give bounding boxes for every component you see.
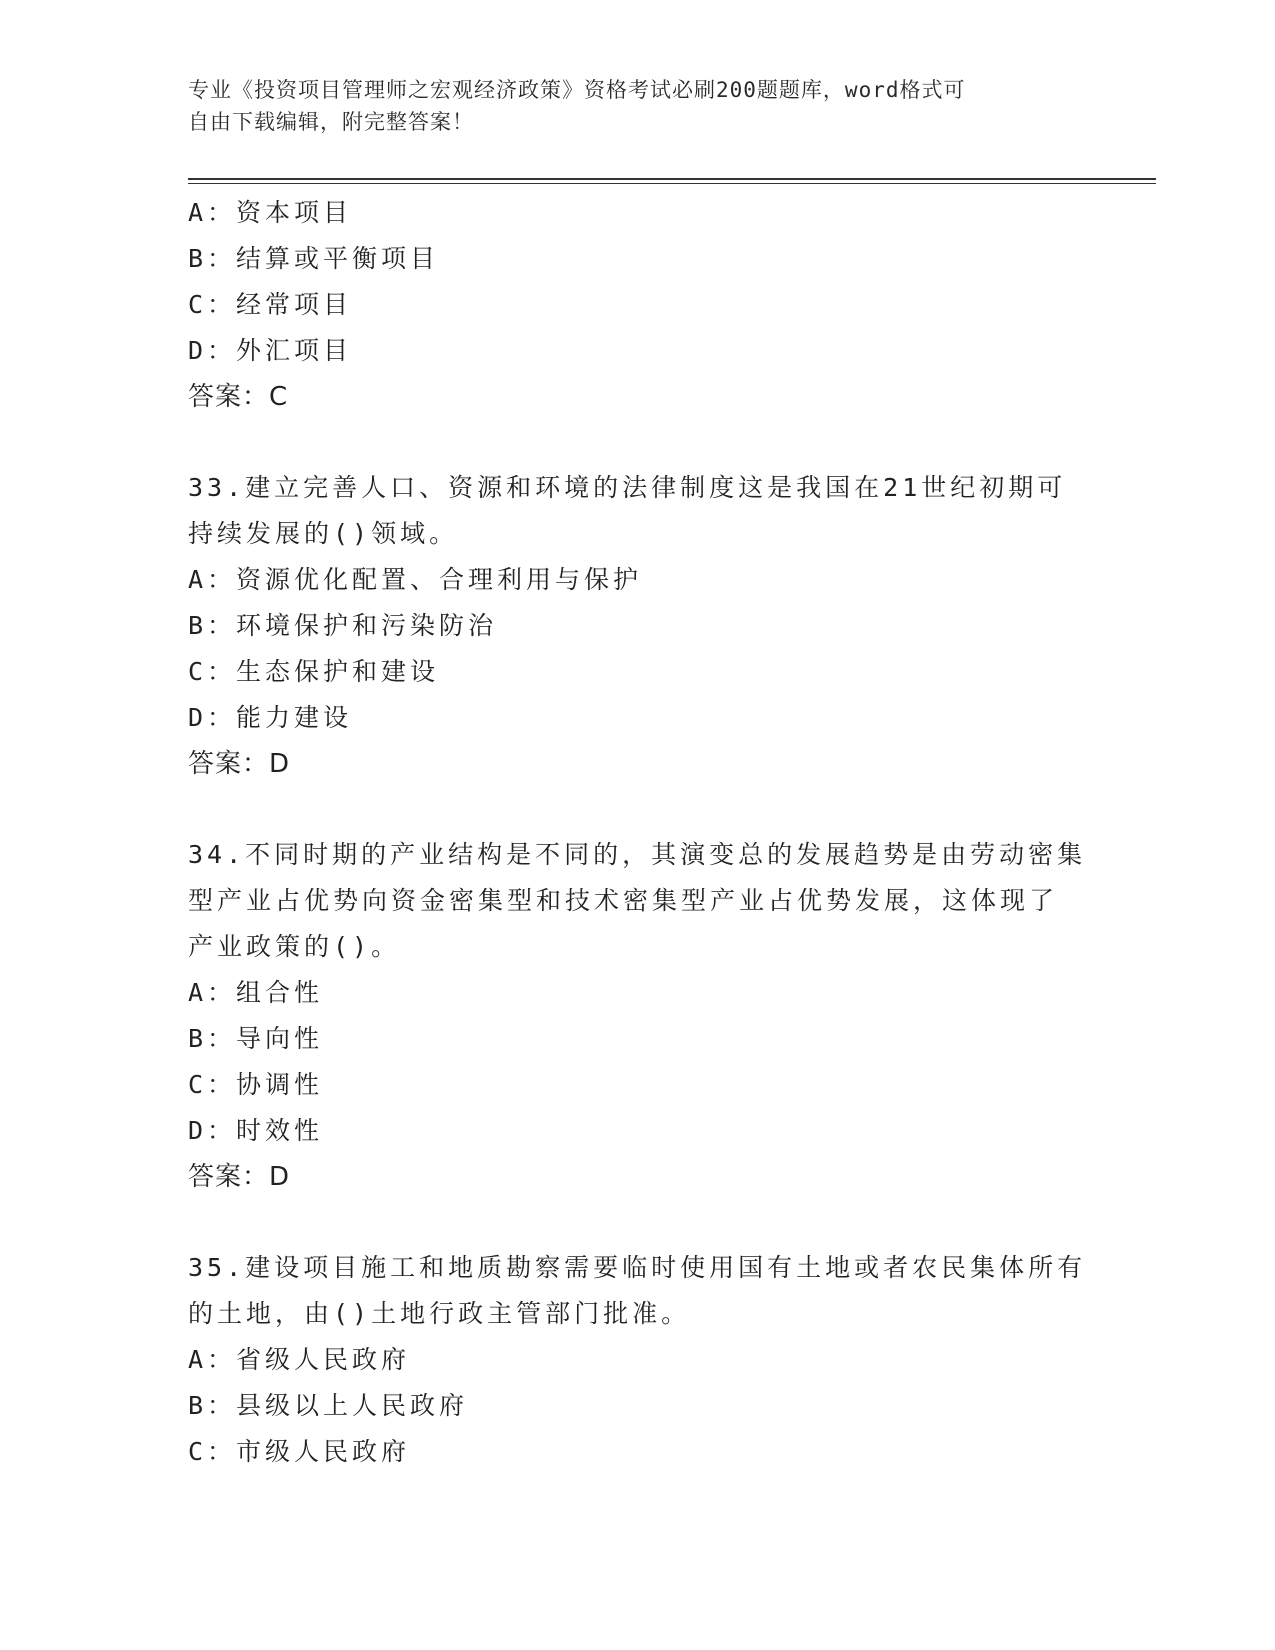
- question-text-line: 的土地，由()土地行政主管部门批准。: [188, 1299, 691, 1328]
- question-block-35: [188, 1245, 1088, 1475]
- question-text-line: 型产业占优势向资金密集型和技术密集型产业占优势发展，这体现了: [188, 886, 1059, 915]
- question-text-line: 持续发展的()领域。: [188, 519, 459, 548]
- option-d: D：时效性: [188, 1116, 324, 1145]
- question-block-33: [188, 465, 1088, 787]
- question-block-34: [188, 832, 1088, 1200]
- option-a: A：省级人民政府: [188, 1345, 411, 1374]
- spacer: [188, 420, 1088, 465]
- header-line-2: 自由下载编辑，附完整答案！: [188, 110, 474, 134]
- option-c: C：协调性: [188, 1070, 324, 1099]
- header-divider-thick: [188, 178, 1156, 180]
- question-text-line: 35.建设项目施工和地质勘察需要临时使用国有土地或者农民集体所有: [188, 1253, 1087, 1282]
- option-b: B：导向性: [188, 1024, 324, 1053]
- question-block-32: [188, 190, 1088, 420]
- option-b: B：县级以上人民政府: [188, 1391, 469, 1420]
- option-d: D：能力建设: [188, 703, 353, 732]
- option-b: B：环境保护和污染防治: [188, 611, 498, 640]
- question-text-line: 34.不同时期的产业结构是不同的，其演变总的发展趋势是由劳动密集: [188, 840, 1087, 869]
- option-c: C：市级人民政府: [188, 1437, 411, 1466]
- option-a: A：资源优化配置、合理利用与保护: [188, 565, 643, 594]
- option-a: A：组合性: [188, 978, 324, 1007]
- header-line-1: 专业《投资项目管理师之宏观经济政策》资格考试必刷200题题库，word格式可: [188, 78, 966, 102]
- option-c: C：经常项目: [188, 290, 353, 319]
- option-a: A：资本项目: [188, 198, 353, 227]
- answer: 答案：C: [188, 382, 289, 412]
- answer: 答案：D: [188, 1162, 291, 1192]
- question-text-line: 产业政策的()。: [188, 932, 401, 961]
- question-text-line: 33.建立完善人口、资源和环境的法律制度这是我国在21世纪初期可: [188, 473, 1067, 502]
- spacer: [188, 787, 1088, 832]
- option-b: B：结算或平衡项目: [188, 244, 440, 273]
- option-c: C：生态保护和建设: [188, 657, 440, 686]
- question-list: [188, 190, 1088, 1475]
- spacer: [188, 1200, 1088, 1245]
- document-header: [188, 74, 1068, 138]
- answer: 答案：D: [188, 749, 291, 779]
- header-divider-thin: [188, 183, 1156, 184]
- option-d: D：外汇项目: [188, 336, 353, 365]
